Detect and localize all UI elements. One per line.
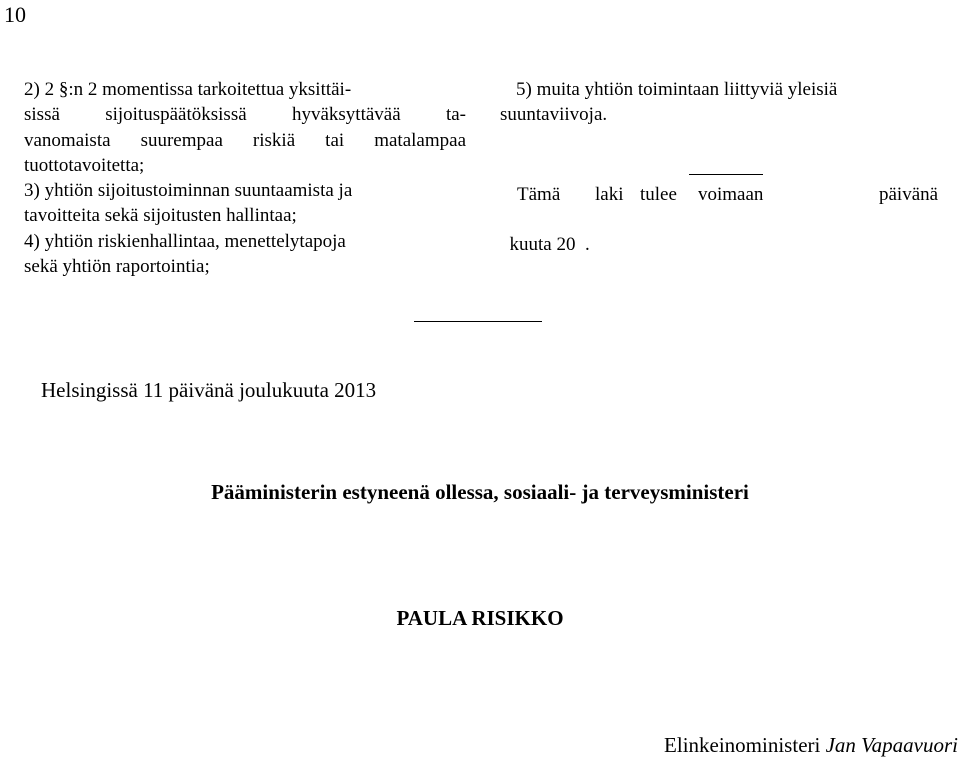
left-line: sekä yhtiön raportointia;	[24, 256, 210, 278]
right-column	[500, 77, 952, 128]
left-column	[24, 77, 466, 279]
countersign-name: Jan Vapaavuori	[825, 733, 958, 757]
countersign-title: Elinkeinoministeri	[664, 733, 821, 757]
left-line: tavoitteita sekä sijoitusten hallintaa;	[24, 205, 297, 227]
left-line: 3) yhtiön sijoitustoiminnan suuntaamista ja	[24, 180, 353, 202]
enactment-word: voimaan	[698, 184, 764, 205]
left-line: vanomaista suurempaa riskiä tai matalampaa	[24, 129, 466, 151]
enactment-line	[595, 182, 624, 207]
section-rule	[414, 321, 542, 322]
signoff-place-date: Helsingissä 11 päivänä joulukuuta 2013	[41, 378, 377, 402]
item5-line: suuntaviivoja.	[500, 104, 608, 126]
left-line: sissä sijoituspäätöksissä hyväksyttävää ta-	[24, 104, 466, 126]
enactment-word: päivänä	[879, 184, 939, 205]
page-number: 10	[4, 2, 26, 27]
enactment-line	[879, 182, 938, 207]
left-line: tuottotavoitetta;	[24, 154, 145, 176]
enactment-line	[698, 182, 763, 207]
enactment-line	[517, 182, 560, 207]
left-line: 4) yhtiön riskienhallintaa, menettelytapoja	[24, 230, 346, 252]
enactment-word: Tämä	[517, 184, 561, 205]
countersignature	[664, 733, 958, 758]
minister-name: PAULA RISIKKO	[396, 606, 564, 630]
item5-line: 5) muita yhtiön toimintaan liittyviä yleisiä	[516, 79, 838, 100]
section-rule	[689, 174, 763, 175]
enactment-line	[640, 182, 677, 207]
minister-title: Pääministerin estyneenä ollessa, sosiaali- ja terveysministeri	[211, 480, 749, 504]
enactment-date: kuuta 20 .	[509, 234, 590, 256]
enactment-line	[500, 207, 590, 258]
enactment-word: laki	[595, 184, 624, 205]
left-line: 2) 2 §:n 2 momentissa tarkoitettua yksittäi-	[24, 79, 352, 100]
enactment-word: tulee	[640, 184, 677, 205]
